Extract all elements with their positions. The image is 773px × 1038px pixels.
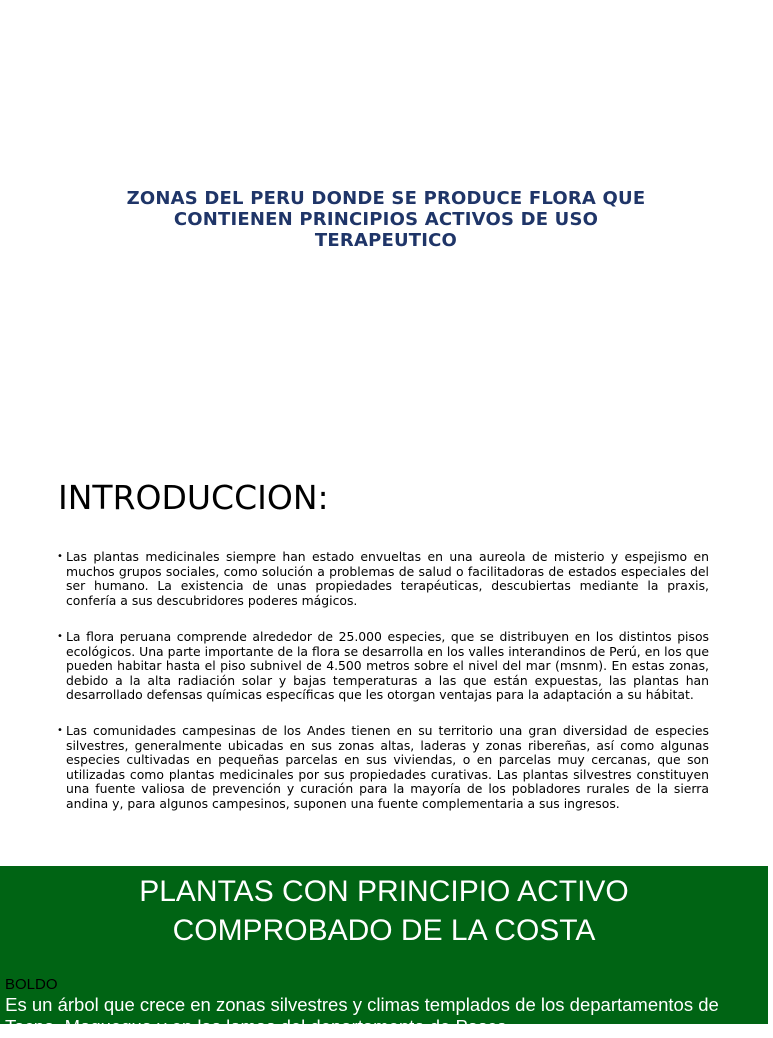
introduction-heading: INTRODUCCION:	[58, 478, 329, 517]
bullet-text: Las comunidades campesinas de los Andes tienen en su territorio una gran diversidad de especies silvestres, generalmente ubicadas en sus zonas altas, laderas y zonas ribereñas, así como algunas especies cultivadas en pequeñas parcelas en sus viviendas, o en parcelas muy cercanas, que son utilizadas como plantas medicinales por sus propiedades curativas. Las plantas silvestres constituyen una fuente valiosa de prevención y curación para la mayoría de los pobladores rurales de la sierra andina y, para algunos campesinos, suponen una fuente complementaria a sus ingresos.	[66, 723, 709, 811]
plant-description: Es un árbol que crece en zonas silvestres y climas templados de los departamentos de	[0, 994, 719, 1015]
costa-plants-slide	[0, 866, 768, 1037]
bullet-icon: •	[57, 631, 63, 642]
bullet-item	[57, 724, 709, 812]
bullet-icon: •	[57, 725, 63, 736]
bullet-icon: •	[57, 551, 63, 562]
introduction-slide	[0, 440, 768, 866]
bullet-item	[57, 630, 709, 703]
title-slide	[0, 0, 768, 440]
plant-description-continued: Tacna, Moquegua y en las lomas del departamento de Pasco...	[5, 1016, 523, 1037]
document-title: ZONAS DEL PERU DONDE SE PRODUCE FLORA QUE CONTIENEN PRINCIPIOS ACTIVOS DE USO TERAPEUTICO	[126, 188, 646, 251]
costa-heading: PLANTAS CON PRINCIPIO ACTIVO COMPROBADO DE LA COSTA	[139, 875, 629, 947]
bullet-text: Las plantas medicinales siempre han estado envueltas en una aureola de misterio y espejismo en muchos grupos sociales, como solución a problemas de salud o facilitadoras de estados especiales del ser humano. La existencia de unas propiedades terapéuticas, descubiertas mediante la praxis, confería a sus descubridores poderes mágicos.	[66, 549, 709, 608]
bullet-text: La flora peruana comprende alrededor de 25.000 especies, que se distribuyen en los distintos pisos ecológicos. Una parte importante de la flora se desarrolla en los valles interandinos de Perú, en los que pueden habitar hasta el piso subnivel de 4.500 metros sobre el nivel del mar (msnm). En estas zonas, debido a la alta radiación solar y bajas temperaturas a las que están expuestas, las plantas han desarrollado defensas químicas específicas que les otorgan ventajas para la adaptación a su hábitat.	[66, 629, 709, 703]
plant-label-boldo: BOLDO	[5, 976, 58, 993]
bullet-item	[57, 550, 709, 608]
